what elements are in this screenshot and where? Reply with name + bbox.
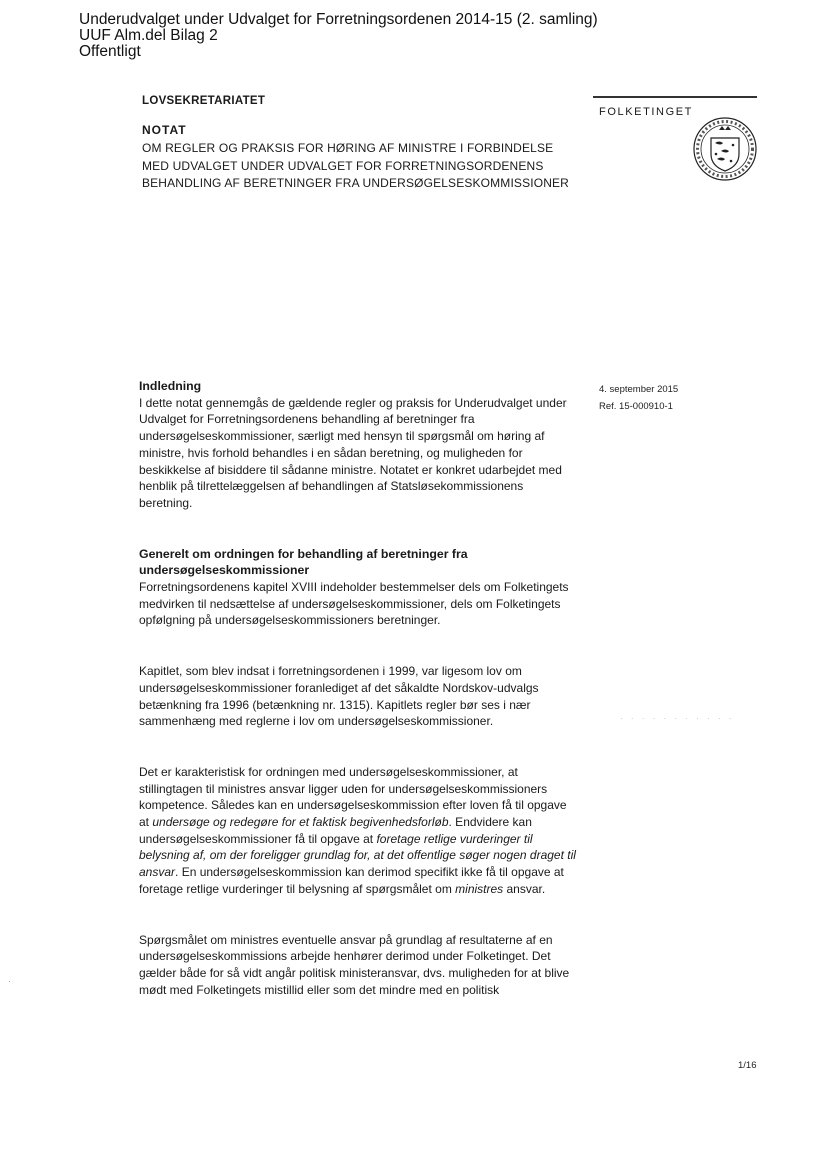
emphasis-text: ministres [455, 881, 504, 896]
subject-line: BEHANDLING AF BERETNINGER FRA UNDERSØGELSESKOMMISSIONER [142, 176, 569, 190]
document-body [139, 378, 579, 998]
document-date: 4. september 2015 [599, 384, 679, 395]
document-subject [142, 140, 592, 193]
general-paragraph-2: Kapitlet, som blev indsat i forretningsordenen i 1999, var ligesom lov om undersøgelseskommissioner foranlediget af det såkaldte Nordskov-udvalgs betænkning fra 1996 (betænkning nr. 1315). Kapitlets regler bør ses i nær sammenhæng med reglerne i lov om undersøgelseskommissioner. [139, 664, 539, 729]
document-type: NOTAT [142, 123, 187, 137]
stamp-bilag-line: UUF Alm.del Bilag 2 [79, 27, 218, 44]
page-number: 1/16 [738, 1060, 757, 1071]
general-heading: Generelt om ordningen for behandling af beretninger fra undersøgelseskommissioner [139, 546, 468, 578]
stamp-public-line: Offentligt [79, 43, 141, 60]
text-run: . En undersøgelseskommission kan derimod specifikt ikke få til opgave at foretage retlige vurderinger til belysning af spørgsmålet om [139, 865, 564, 896]
edge-mark: · [8, 976, 11, 986]
intro-paragraph: I dette notat gennemgås de gældende regler og praksis for Underudvalget under Udvalget for Forretningsordenens behandling af beretninger fra undersøgelseskommissioner, særligt med hensyn til spørgsmål om høring af ministre, hvis forhold behandles i en sådan beretning, og muligheden for beskikkelse af bisiddere til sådanne ministre. Notatet er konkret udarbejdet med henblik på tilrettelæggelsen af behandlingen af Statsløsekommissionens beretning. [139, 395, 567, 510]
competence-paragraph [139, 764, 579, 898]
subject-line: MED UDVALGET UNDER UDVALGET FOR FORRETNINGSORDENENS [142, 158, 544, 173]
text-run: ansvar. [503, 881, 546, 896]
brand-name: FOLKETINGET [599, 106, 693, 118]
brand-rule [593, 96, 757, 98]
subject-line: OM REGLER OG PRAKSIS FOR HØRING AF MINISTRE I FORBINDELSE [142, 141, 554, 155]
intro-heading: Indledning [139, 379, 202, 393]
header-stamp [79, 12, 598, 60]
text-run: Det er karakteristisk for ordningen med undersøgelseskommissioner, at stillingtagen til ministres ansvar ligger uden for undersøgelseskommissioners kompetence. Således kan en undersøgelseskommission efter loven få til opgave at [139, 764, 567, 830]
margin-marks: · · · · · · · · · · · [620, 714, 735, 723]
organization-name: LOVSEKRETARIATET [142, 95, 266, 107]
text-run: . Endvidere kan undersøgelseskommissioner få til opgave at [139, 815, 532, 846]
responsibility-paragraph: Spørgsmålet om ministres eventuelle ansvar på grundlag af resultaterne af en undersøgelseskommissions arbejde henhører derimod under Folketinget. Det gælder både for så vidt angår politisk ministeransvar, dvs. muligheden for at blive mødt med Folketingets mistillid eller som det mindre med en politisk [139, 932, 570, 997]
general-paragraph-1: Forretningsordenens kapitel XVIII indeholder bestemmelser dels om Folketingets medvirken til nedsættelse af undersøgelseskommissioner, dels om Folketingets opfølgning på undersøgelseskommissioners beretninger. [139, 580, 569, 628]
stamp-committee-line: Underudvalget under Udvalget for Forretningsordenen 2014-15 (2. samling) [79, 11, 598, 28]
folketinget-seal-icon [692, 116, 758, 182]
emphasis-text: foretage retlige vurderinger til belysning af, om der foreligger grundlag for, at det offentlige søger nogen draget til ansvar [139, 831, 576, 880]
document-meta [599, 381, 678, 415]
document-reference: Ref. 15-000910-1 [599, 401, 673, 412]
emphasis-text: undersøge og redegøre for et faktisk begivenhedsforløb [152, 815, 449, 830]
